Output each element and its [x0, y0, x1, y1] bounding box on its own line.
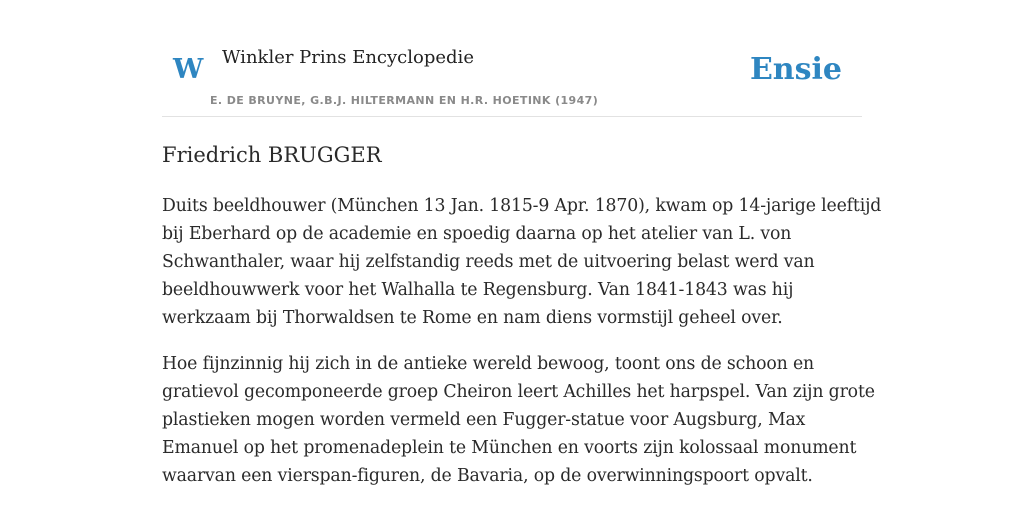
paragraph-line: bij Eberhard op de academie en spoedig daarna op het atelier van L. von	[162, 224, 792, 244]
article-paragraph	[162, 350, 875, 490]
ensie-logo[interactable]: Ensie	[749, 52, 842, 87]
article-paragraph	[162, 192, 882, 332]
article-title: Friedrich BRUGGER	[162, 143, 382, 167]
winkler-prins-logo[interactable]: W	[173, 54, 204, 85]
publication-authors: E. DE BRUYNE, G.B.J. HILTERMANN EN H.R. HOETINK (1947)	[210, 94, 599, 107]
paragraph-line: Emanuel op het promenadeplein te München en voorts zijn kolossaal monument	[162, 438, 857, 458]
paragraph-line: beeldhouwwerk voor het Walhalla te Regensburg. Van 1841-1843 was hij	[162, 280, 794, 300]
paragraph-line: waarvan een vierspan-figuren, de Bavaria, op de overwinningspoort opvalt.	[162, 466, 813, 486]
paragraph-line: plastieken mogen worden vermeld een Fugger-statue voor Augsburg, Max	[162, 410, 806, 430]
publication-title[interactable]: Winkler Prins Encyclopedie	[222, 47, 474, 68]
paragraph-line: gratievol gecomponeerde groep Cheiron leert Achilles het harpspel. Van zijn grote	[162, 382, 875, 402]
paragraph-line: Duits beeldhouwer (München 13 Jan. 1815-9 Apr. 1870), kwam op 14-jarige leeftijd	[162, 196, 882, 216]
paragraph-line: Hoe fijnzinnig hij zich in de antieke wereld bewoog, toont ons de schoon en	[162, 354, 815, 374]
paragraph-line: werkzaam bij Thorwaldsen te Rome en nam diens vormstijl geheel over.	[162, 308, 783, 328]
article-body	[162, 192, 882, 508]
site-header	[162, 0, 862, 117]
paragraph-line: Schwanthaler, waar hij zelfstandig reeds met de uitvoering belast werd van	[162, 252, 815, 272]
